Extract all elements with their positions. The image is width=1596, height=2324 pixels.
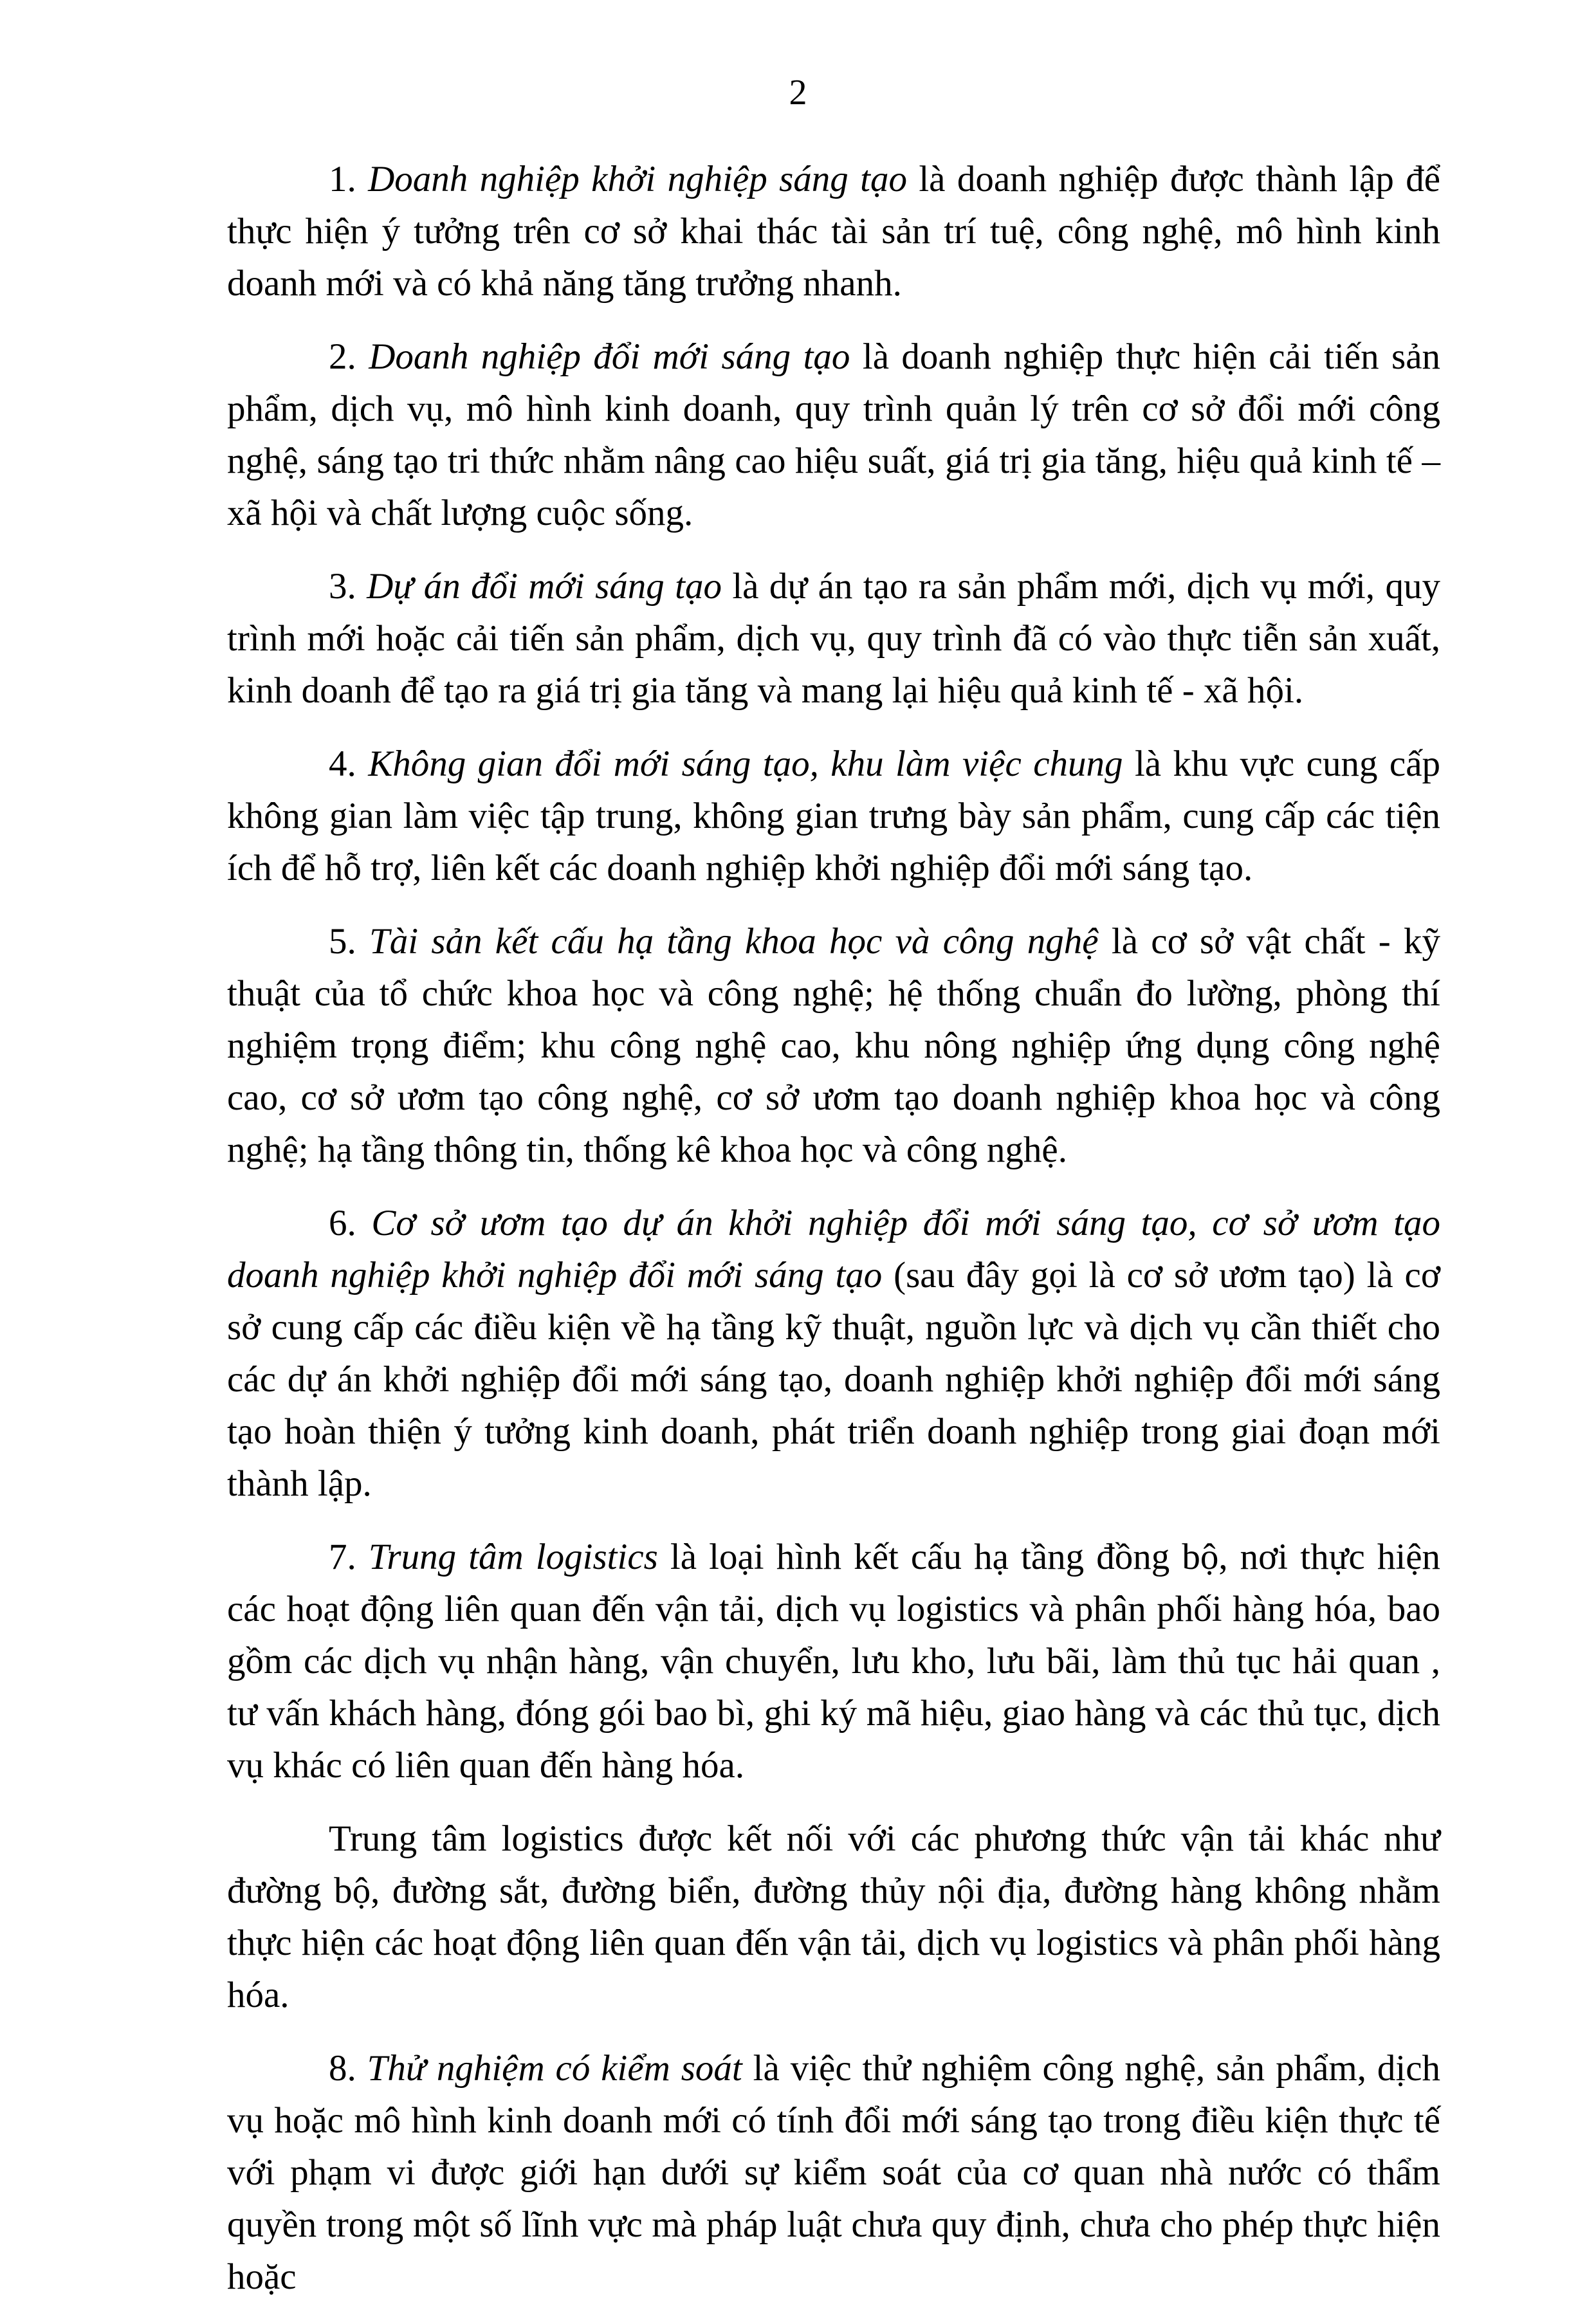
definition-paragraph-1 [227, 153, 1440, 309]
item-number: 8. [329, 2048, 367, 2089]
definition-paragraph-5 [227, 915, 1440, 1176]
definition-paragraph-2 [227, 331, 1440, 539]
defined-term: Doanh nghiệp khởi nghiệp sáng tạo [368, 159, 907, 199]
defined-term: Không gian đổi mới sáng tạo, khu làm việc chung [368, 744, 1123, 784]
item-number: 7. [329, 1537, 369, 1577]
definition-paragraph-3 [227, 560, 1440, 717]
definition-paragraph-4 [227, 738, 1440, 894]
definition-text: là doanh nghiệp được thành lập để thực hiện ý tưởng trên cơ sở khai thác tài sản trí tuệ, công nghệ, mô hình kinh doanh mới và có khả năng tăng trưởng nhanh. [227, 159, 1441, 304]
item-number: 1. [329, 159, 369, 199]
page-number: 2 [789, 73, 807, 113]
item-number: 3. [329, 566, 367, 607]
definition-text: là cơ sở vật chất - kỹ thuật của tổ chức khoa học và công nghệ; hệ thống chuẩn đo lường, phòng thí nghiệm trọng điểm; khu công nghệ cao, khu nông nghiệp ứng dụng công nghệ cao, cơ sở ươm tạo công nghệ, cơ sở ươm tạo doanh nghiệp khoa học và công nghệ; hạ tầng thông tin, thống kê khoa học và công nghệ. [227, 921, 1440, 1170]
document-body [227, 153, 1440, 2324]
defined-term: Doanh nghiệp đổi mới sáng tạo [369, 336, 850, 377]
paragraph-text: Trung tâm logistics được kết nối với các phương thức vận tải khác như đường bộ, đường sắt, đường biển, đường thủy nội địa, đường hàng không nhằm thực hiện các hoạt động liên quan đến vận tải, dịch vụ logistics và phân phối hàng hóa. [227, 1818, 1440, 2015]
item-number: 5. [329, 921, 370, 962]
defined-term: Cơ sở ươm tạo dự án khởi nghiệp đổi mới sáng tạo, cơ sở ươm tạo doanh nghiệp khởi nghiệp đổi mới sáng tạo [227, 1203, 1441, 1295]
definition-text: là dự án tạo ra sản phẩm mới, dịch vụ mới, quy trình mới hoặc cải tiến sản phẩm, dịch vụ, quy trình đã có vào thực tiễn sản xuất, kinh doanh để tạo ra giá trị gia tăng và mang lại hiệu quả kinh tế - xã hội. [227, 566, 1440, 711]
defined-term: Tài sản kết cấu hạ tầng khoa học và công nghệ [369, 921, 1099, 962]
defined-term: Trung tâm logistics [368, 1537, 658, 1577]
logistics-connection-paragraph [227, 1813, 1440, 2021]
item-number: 6. [329, 1203, 372, 1243]
defined-term: Thử nghiệm có kiểm soát [367, 2048, 742, 2089]
definition-text: (sau đây gọi là cơ sở ươm tạo) là cơ sở cung cấp các điều kiện về hạ tầng kỹ thuật, nguồn lực và dịch vụ cần thiết cho các dự án khởi nghiệp đổi mới sáng tạo, doanh nghiệp khởi nghiệp đổi mới sáng tạo hoàn thiện ý tưởng kinh doanh, phát triển doanh nghiệp trong giai đoạn mới thành lập. [227, 1255, 1440, 1504]
definition-paragraph-7 [227, 1531, 1440, 1791]
definition-text: là khu vực cung cấp không gian làm việc tập trung, không gian trưng bày sản phẩm, cung cấp các tiện ích để hỗ trợ, liên kết các doanh nghiệp khởi nghiệp đổi mới sáng tạo. [227, 744, 1440, 888]
definition-text: là loại hình kết cấu hạ tầng đồng bộ, nơi thực hiện các hoạt động liên quan đến vận tải, dịch vụ logistics và phân phối hàng hóa, bao gồm các dịch vụ nhận hàng, vận chuyển, lưu kho, lưu bãi, làm thủ tục hải quan , tư vấn khách hàng, đóng gói bao bì, ghi ký mã hiệu, giao hàng và các thủ tục, dịch vụ khác có liên quan đến hàng hóa. [227, 1537, 1441, 1786]
definition-paragraph-8 [227, 2042, 1440, 2303]
definition-text: là việc thử nghiệm công nghệ, sản phẩm, dịch vụ hoặc mô hình kinh doanh mới có tính đổi mới sáng tạo trong điều kiện thực tế với phạm vi được giới hạn dưới sự kiểm soát của cơ quan nhà nước có thẩm quyền trong một số lĩnh vực mà pháp luật chưa quy định, chưa cho phép thực hiện hoặc [227, 2048, 1440, 2297]
definition-text: là doanh nghiệp thực hiện cải tiến sản phẩm, dịch vụ, mô hình kinh doanh, quy trình quản lý trên cơ sở đổi mới công nghệ, sáng tạo tri thức nhằm nâng cao hiệu suất, giá trị gia tăng, hiệu quả kinh tế – xã hội và chất lượng cuộc sống. [227, 336, 1441, 533]
item-number: 4. [329, 744, 369, 784]
item-number: 2. [329, 336, 369, 377]
definition-paragraph-6 [227, 1197, 1440, 1510]
defined-term: Dự án đổi mới sáng tạo [367, 566, 722, 607]
